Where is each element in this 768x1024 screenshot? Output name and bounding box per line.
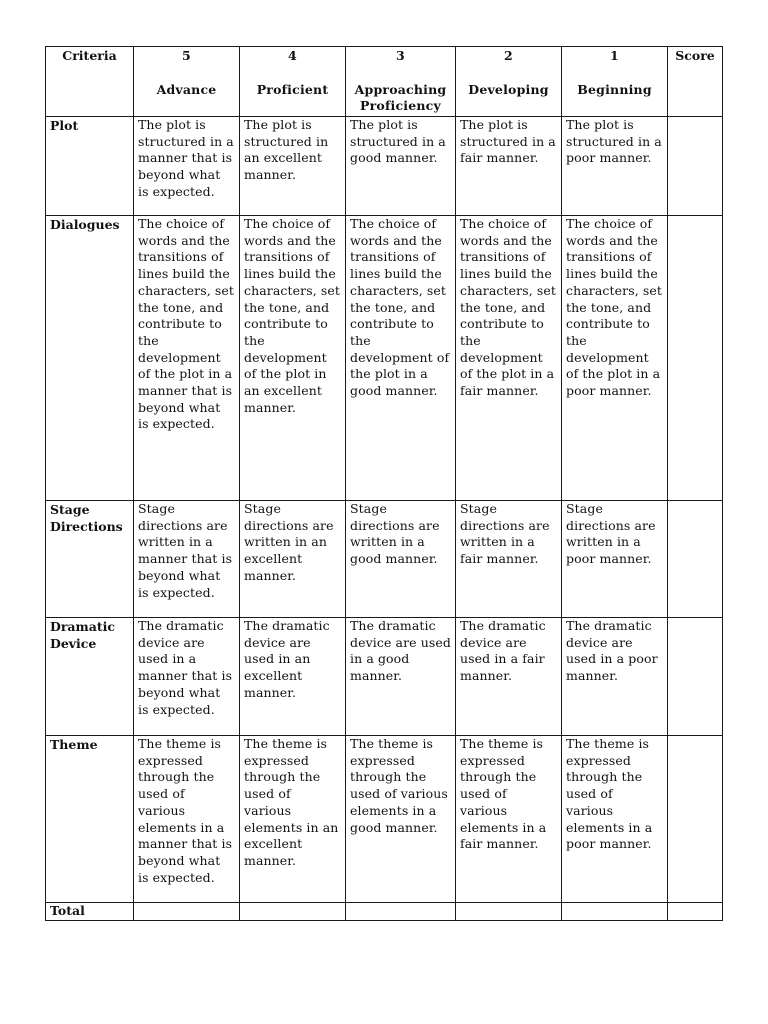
score-header: Score bbox=[668, 47, 723, 117]
descriptor-cell: The choice of words and the transitions of lines build the characters, set the tone, and contribute to the development of the plot in a poor manner. bbox=[562, 216, 668, 501]
descriptor-cell: The theme is expressed through the used of various elements in a fair manner. bbox=[456, 736, 562, 903]
level-number: 5 bbox=[182, 48, 191, 63]
level-number: 3 bbox=[396, 48, 405, 63]
criteria-header: Criteria bbox=[46, 47, 134, 117]
header-row bbox=[46, 47, 723, 117]
level-header-4 bbox=[240, 47, 346, 117]
total-cell[interactable] bbox=[134, 903, 240, 921]
total-label: Total bbox=[46, 903, 134, 921]
descriptor-cell: The dramatic device are used in an excellent manner. bbox=[240, 618, 346, 736]
descriptor-cell: The choice of words and the transitions of lines build the characters, set the tone, and contribute to the development of the plot in a fair manner. bbox=[456, 216, 562, 501]
level-label: Proficient bbox=[256, 82, 329, 97]
descriptor-cell: The choice of words and the transitions of lines build the characters, set the tone, and contribute to the development of the plot in a manner that is beyond what is expected. bbox=[134, 216, 240, 501]
descriptor-cell: The dramatic device are used in a good manner. bbox=[346, 618, 456, 736]
criterion-label: Dialogues bbox=[46, 216, 134, 501]
table-row bbox=[46, 736, 723, 903]
total-cell[interactable] bbox=[346, 903, 456, 921]
table-row bbox=[46, 501, 723, 618]
score-cell[interactable] bbox=[668, 501, 723, 618]
table-row bbox=[46, 618, 723, 736]
level-label: Approaching Proficiency bbox=[354, 82, 447, 113]
level-header-3 bbox=[346, 47, 456, 117]
rubric-table bbox=[45, 46, 723, 921]
level-label: Advance bbox=[156, 82, 217, 97]
level-header-5 bbox=[134, 47, 240, 117]
criterion-label: Theme bbox=[46, 736, 134, 903]
descriptor-cell: Stage directions are written in a manner that is beyond what is expected. bbox=[134, 501, 240, 618]
descriptor-cell: The plot is structured in a fair manner. bbox=[456, 117, 562, 216]
table-row bbox=[46, 216, 723, 501]
descriptor-cell: The plot is structured in a manner that is beyond what is expected. bbox=[134, 117, 240, 216]
score-cell[interactable] bbox=[668, 117, 723, 216]
total-row bbox=[46, 903, 723, 921]
descriptor-cell: Stage directions are written in a good manner. bbox=[346, 501, 456, 618]
level-header-1 bbox=[562, 47, 668, 117]
descriptor-cell: The dramatic device are used in a poor manner. bbox=[562, 618, 668, 736]
level-label: Developing bbox=[468, 82, 549, 97]
descriptor-cell: The plot is structured in an excellent manner. bbox=[240, 117, 346, 216]
descriptor-cell: The theme is expressed through the used of various elements in an excellent manner. bbox=[240, 736, 346, 903]
score-cell[interactable] bbox=[668, 216, 723, 501]
descriptor-cell: The choice of words and the transitions of lines build the characters, set the tone, and contribute to the development of the plot in an excellent manner. bbox=[240, 216, 346, 501]
descriptor-cell: The theme is expressed through the used of various elements in a poor manner. bbox=[562, 736, 668, 903]
total-cell[interactable] bbox=[562, 903, 668, 921]
score-cell[interactable] bbox=[668, 736, 723, 903]
total-score-cell[interactable] bbox=[668, 903, 723, 921]
descriptor-cell: Stage directions are written in an excellent manner. bbox=[240, 501, 346, 618]
level-label: Beginning bbox=[577, 82, 652, 97]
score-cell[interactable] bbox=[668, 618, 723, 736]
descriptor-cell: The theme is expressed through the used of various elements in a manner that is beyond what is expected. bbox=[134, 736, 240, 903]
table-row bbox=[46, 117, 723, 216]
descriptor-cell: The dramatic device are used in a fair manner. bbox=[456, 618, 562, 736]
level-header-2 bbox=[456, 47, 562, 117]
level-number: 1 bbox=[610, 48, 619, 63]
level-number: 2 bbox=[504, 48, 513, 63]
descriptor-cell: The dramatic device are used in a manner that is beyond what is expected. bbox=[134, 618, 240, 736]
descriptor-cell: The choice of words and the transitions of lines build the characters, set the tone, and contribute to the development of the plot in a good manner. bbox=[346, 216, 456, 501]
descriptor-cell: The plot is structured in a good manner. bbox=[346, 117, 456, 216]
criterion-label: Dramatic Device bbox=[46, 618, 134, 736]
total-cell[interactable] bbox=[456, 903, 562, 921]
descriptor-cell: The plot is structured in a poor manner. bbox=[562, 117, 668, 216]
criterion-label: Plot bbox=[46, 117, 134, 216]
descriptor-cell: Stage directions are written in a poor manner. bbox=[562, 501, 668, 618]
descriptor-cell: Stage directions are written in a fair manner. bbox=[456, 501, 562, 618]
total-cell[interactable] bbox=[240, 903, 346, 921]
criterion-label: Stage Directions bbox=[46, 501, 134, 618]
level-number: 4 bbox=[288, 48, 297, 63]
descriptor-cell: The theme is expressed through the used of various elements in a good manner. bbox=[346, 736, 456, 903]
